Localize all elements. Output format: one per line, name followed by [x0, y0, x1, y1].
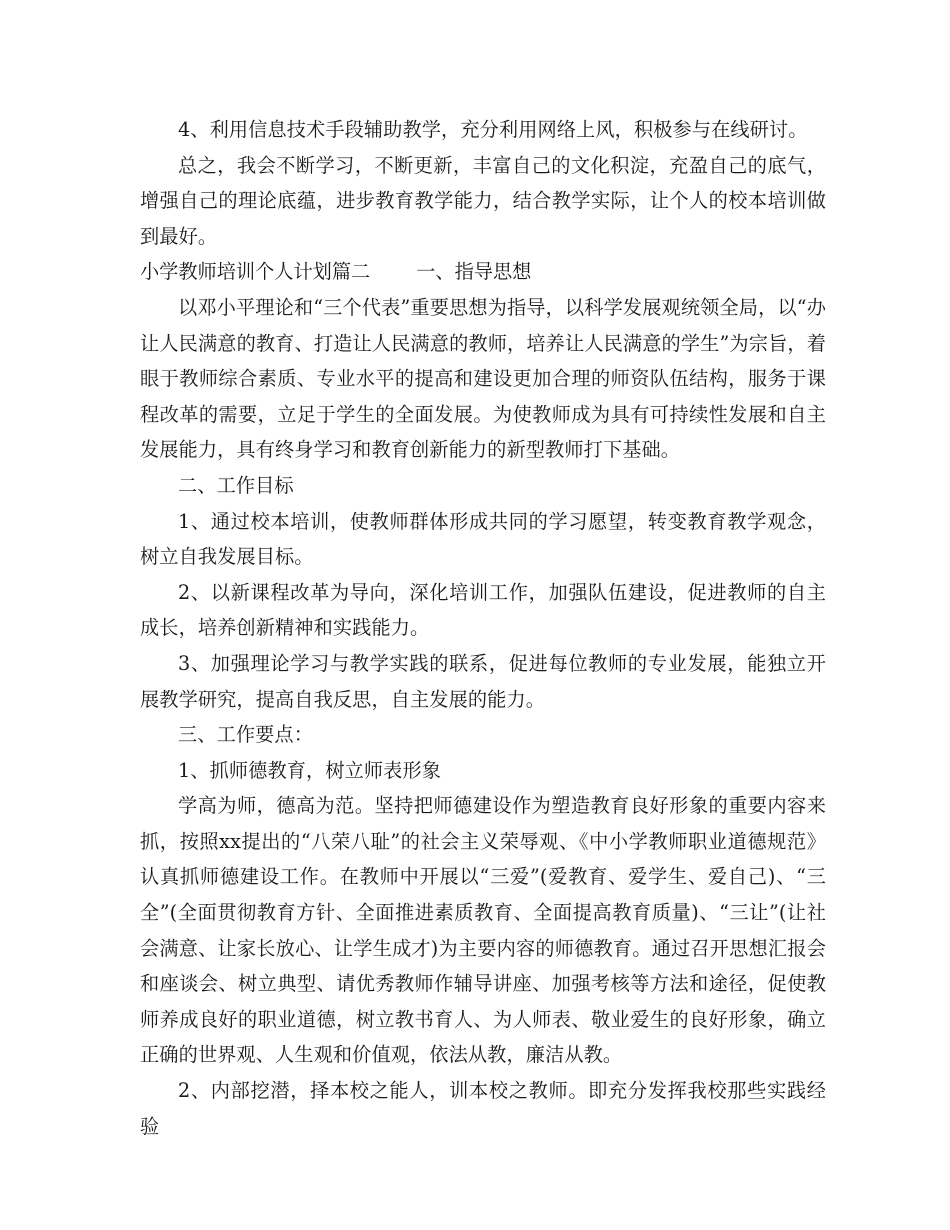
- document-body: [140, 112, 826, 1144]
- heading-guiding-ideology: 一、指导思想: [416, 260, 532, 284]
- paragraph-internal-potential: 2、内部挖潜，择本校之能人，训本校之教师。即充分发挥我校那些实践经验: [140, 1079, 826, 1138]
- paragraph-goal-3: 3、加强理论学习与教学实践的联系，促进每位教师的专业发展，能独立开展教学研究，提高自我反思，自主发展的能力。: [140, 651, 826, 711]
- heading-work-goals: 二、工作目标: [178, 473, 294, 497]
- paragraph-goal-1: 1、通过校本培训，使教师群体形成共同的学习愿望，转变教育教学观念，树立自我发展目标。: [140, 509, 826, 569]
- heading-work-points: 三、工作要点：: [178, 723, 314, 747]
- paragraph-ethics: 学高为师，德高为范。坚持把师德建设作为塑造教育良好形象的重要内容来抓，按照xx提出的“八荣八耻”的社会主义荣辱观、《中小学教师职业道德规范》认真抓师德建设工作。在教师中开展以“三爱”(爱教育、爱学生、爱自己)、“三全”(全面贯彻教育方针、全面推进素质教育、全面提高教育质量)、“三让”(让社会满意、让家长放心、让学生成才)为主要内容的师德教育。通过召开思想汇报会和座谈会、树立典型、请优秀教师作辅导讲座、加强考核等方法和途径，促使教师养成良好的职业道德，树立教书育人、为人师表、敬业爱生的良好形象，确立正确的世界观、人生观和价值观，依法从教，廉洁从教。: [140, 794, 826, 1067]
- paragraph-goal-2: 2、以新课程改革为导向，深化培训工作，加强队伍建设，促进教师的自主成长，培养创新精神和实践能力。: [140, 580, 826, 640]
- paragraph-guiding-ideology: 以邓小平理论和“三个代表”重要思想为指导，以科学发展观统领全局，以“办让人民满意的教育、打造让人民满意的教师，培养让人民满意的学生”为宗旨，着眼于教师综合素质、专业水平的提高和建设更加合理的师资队伍结构，服务于课程改革的需要，立足于学生的全面发展。为使教师成为具有可持续性发展和自主发展能力，具有终身学习和教育创新能力的新型教师打下基础。: [140, 295, 826, 462]
- section-title: 小学教师培训个人计划篇二: [140, 260, 371, 284]
- section-title-line: [140, 254, 826, 290]
- subheading-ethics: 1、抓师德教育，树立师表形象: [178, 758, 442, 782]
- paragraph-item-4-it: 4、利用信息技术手段辅助教学，充分利用网络上风，积极参与在线研讨。: [178, 118, 808, 141]
- paragraph-summary: 总之，我会不断学习，不断更新，丰富自己的文化积淀，充盈自己的底气，增强自己的理论底蕴，进步教育教学能力，结合教学实际，让个人的校本培训做到最好。: [140, 153, 826, 248]
